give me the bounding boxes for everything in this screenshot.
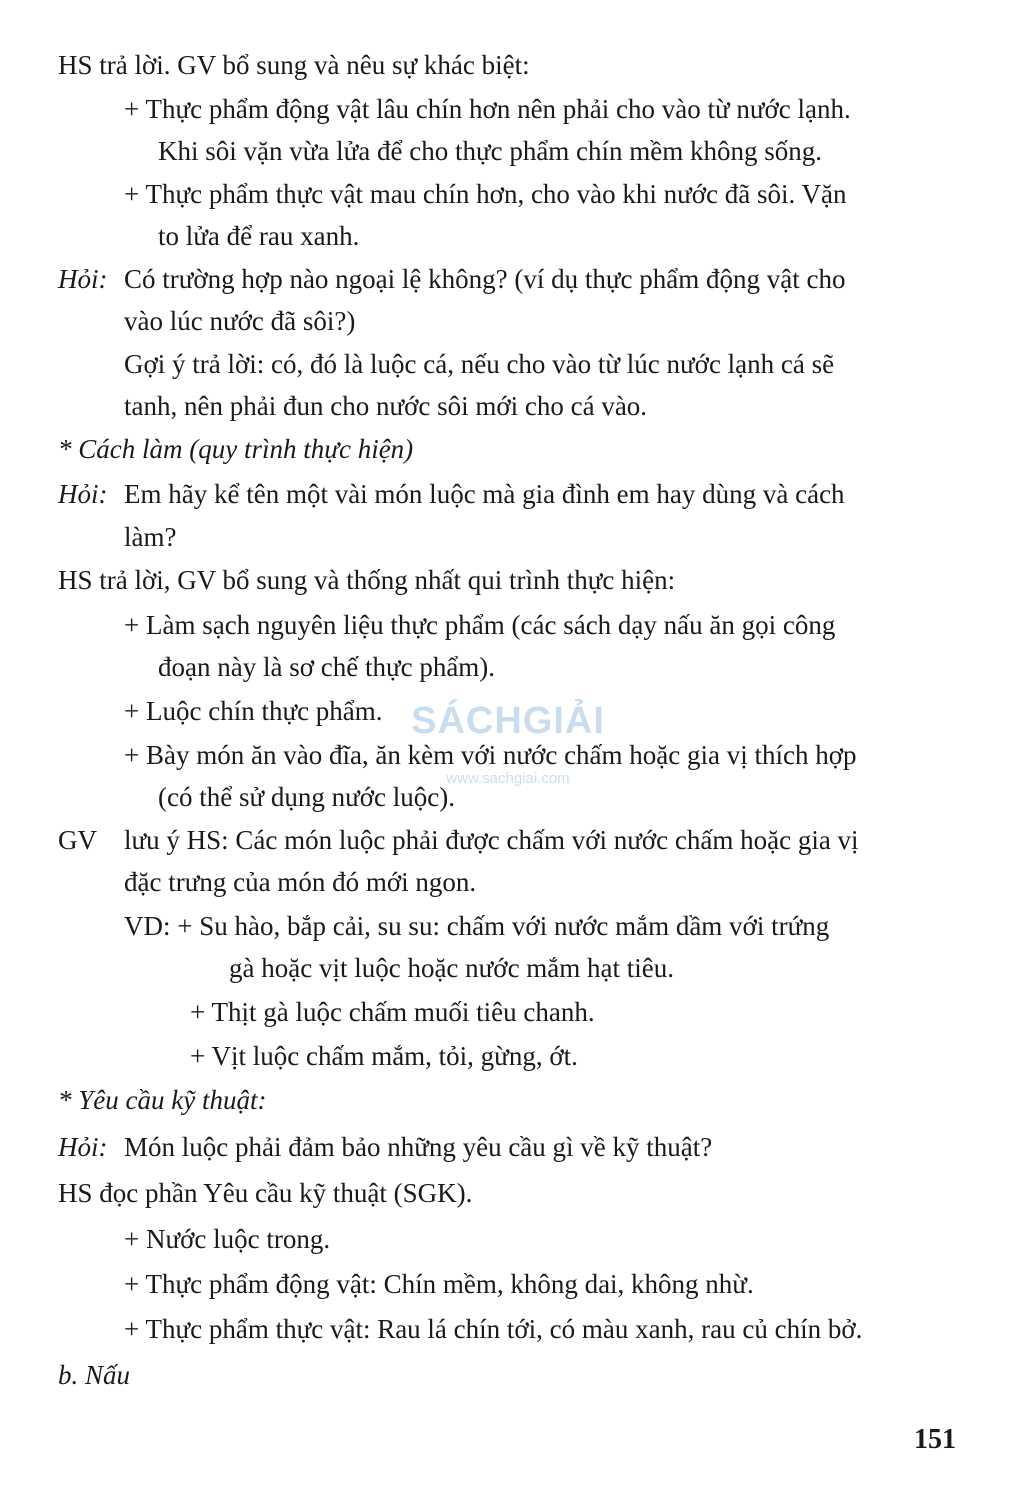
text-line: đặc trưng của món đó mới ngon. xyxy=(124,867,477,897)
question-text: Có trường hợp nào ngoại lệ không? (ví dụ thực phẩm động vật cho xyxy=(124,264,846,294)
text-line: vào lúc nước đã sôi?) xyxy=(124,306,356,336)
bullet-line: + Nước luộc trong. xyxy=(124,1224,331,1254)
text-line: gà hoặc vịt luộc hoặc nước mắm hạt tiêu. xyxy=(229,953,675,983)
bullet-line: + Bày món ăn vào đĩa, ăn kèm với nước chấm hoặc gia vị thích hợp xyxy=(124,740,857,770)
text-line: lưu ý HS: Các món luộc phải được chấm với nước chấm hoặc gia vị xyxy=(124,825,859,855)
text-line: HS đọc phần Yêu cầu kỹ thuật (SGK). xyxy=(58,1178,473,1208)
question-label: Hỏi: xyxy=(58,479,108,509)
text-line: (có thể sử dụng nước luộc). xyxy=(158,782,455,812)
bullet-line: + Thực phẩm thực vật: Rau lá chín tới, có màu xanh, rau củ chín bở. xyxy=(124,1314,863,1344)
text-line: to lửa để rau xanh. xyxy=(158,221,360,251)
section-heading: * Cách làm (quy trình thực hiện) xyxy=(58,434,414,464)
question-text: Em hãy kể tên một vài món luộc mà gia đình em hay dùng và cách xyxy=(124,479,845,509)
example-line: + Vịt luộc chấm mắm, tỏi, gừng, ớt. xyxy=(190,1041,578,1071)
example-line: VD: + Su hào, bắp cải, su su: chấm với nước mắm dầm với trứng xyxy=(124,911,830,941)
text-line: HS trả lời. GV bổ sung và nêu sự khác biệt: xyxy=(58,50,530,80)
example-line: + Thịt gà luộc chấm muối tiêu chanh. xyxy=(190,997,595,1027)
question-label: Hỏi: xyxy=(58,264,108,294)
question-text: Món luộc phải đảm bảo những yêu cầu gì về kỹ thuật? xyxy=(124,1132,713,1162)
bullet-line: + Làm sạch nguyên liệu thực phẩm (các sách dạy nấu ăn gọi công xyxy=(124,610,836,640)
text-line: HS trả lời, GV bổ sung và thống nhất qui trình thực hiện: xyxy=(58,565,676,595)
watermark-title: SÁCHGIẢI xyxy=(411,700,605,742)
text-line: làm? xyxy=(124,522,177,552)
section-heading: b. Nấu xyxy=(58,1360,131,1390)
answer-hint: Gợi ý trả lời: có, đó là luộc cá, nếu cho vào từ lúc nước lạnh cá sẽ xyxy=(124,349,835,379)
text-line: tanh, nên phải đun cho nước sôi mới cho cá vào. xyxy=(124,391,648,421)
page-number: 151 xyxy=(914,1424,956,1455)
watermark-url: www.sachgiai.com xyxy=(446,770,570,787)
question-label: Hỏi: xyxy=(58,1132,108,1162)
bullet-line: + Thực phẩm động vật lâu chín hơn nên phải cho vào từ nước lạnh. xyxy=(124,94,851,124)
bullet-line: + Luộc chín thực phẩm. xyxy=(124,696,383,726)
bullet-line: + Thực phẩm động vật: Chín mềm, không dai, không nhừ. xyxy=(124,1269,754,1299)
section-heading: * Yêu cầu kỹ thuật: xyxy=(58,1085,267,1115)
teacher-label: GV xyxy=(58,825,97,855)
text-line: Khi sôi vặn vừa lửa để cho thực phẩm chín mềm không sống. xyxy=(158,136,823,166)
bullet-line: + Thực phẩm thực vật mau chín hơn, cho vào khi nước đã sôi. Vặn xyxy=(124,179,847,209)
text-line: đoạn này là sơ chế thực phẩm). xyxy=(158,652,496,682)
